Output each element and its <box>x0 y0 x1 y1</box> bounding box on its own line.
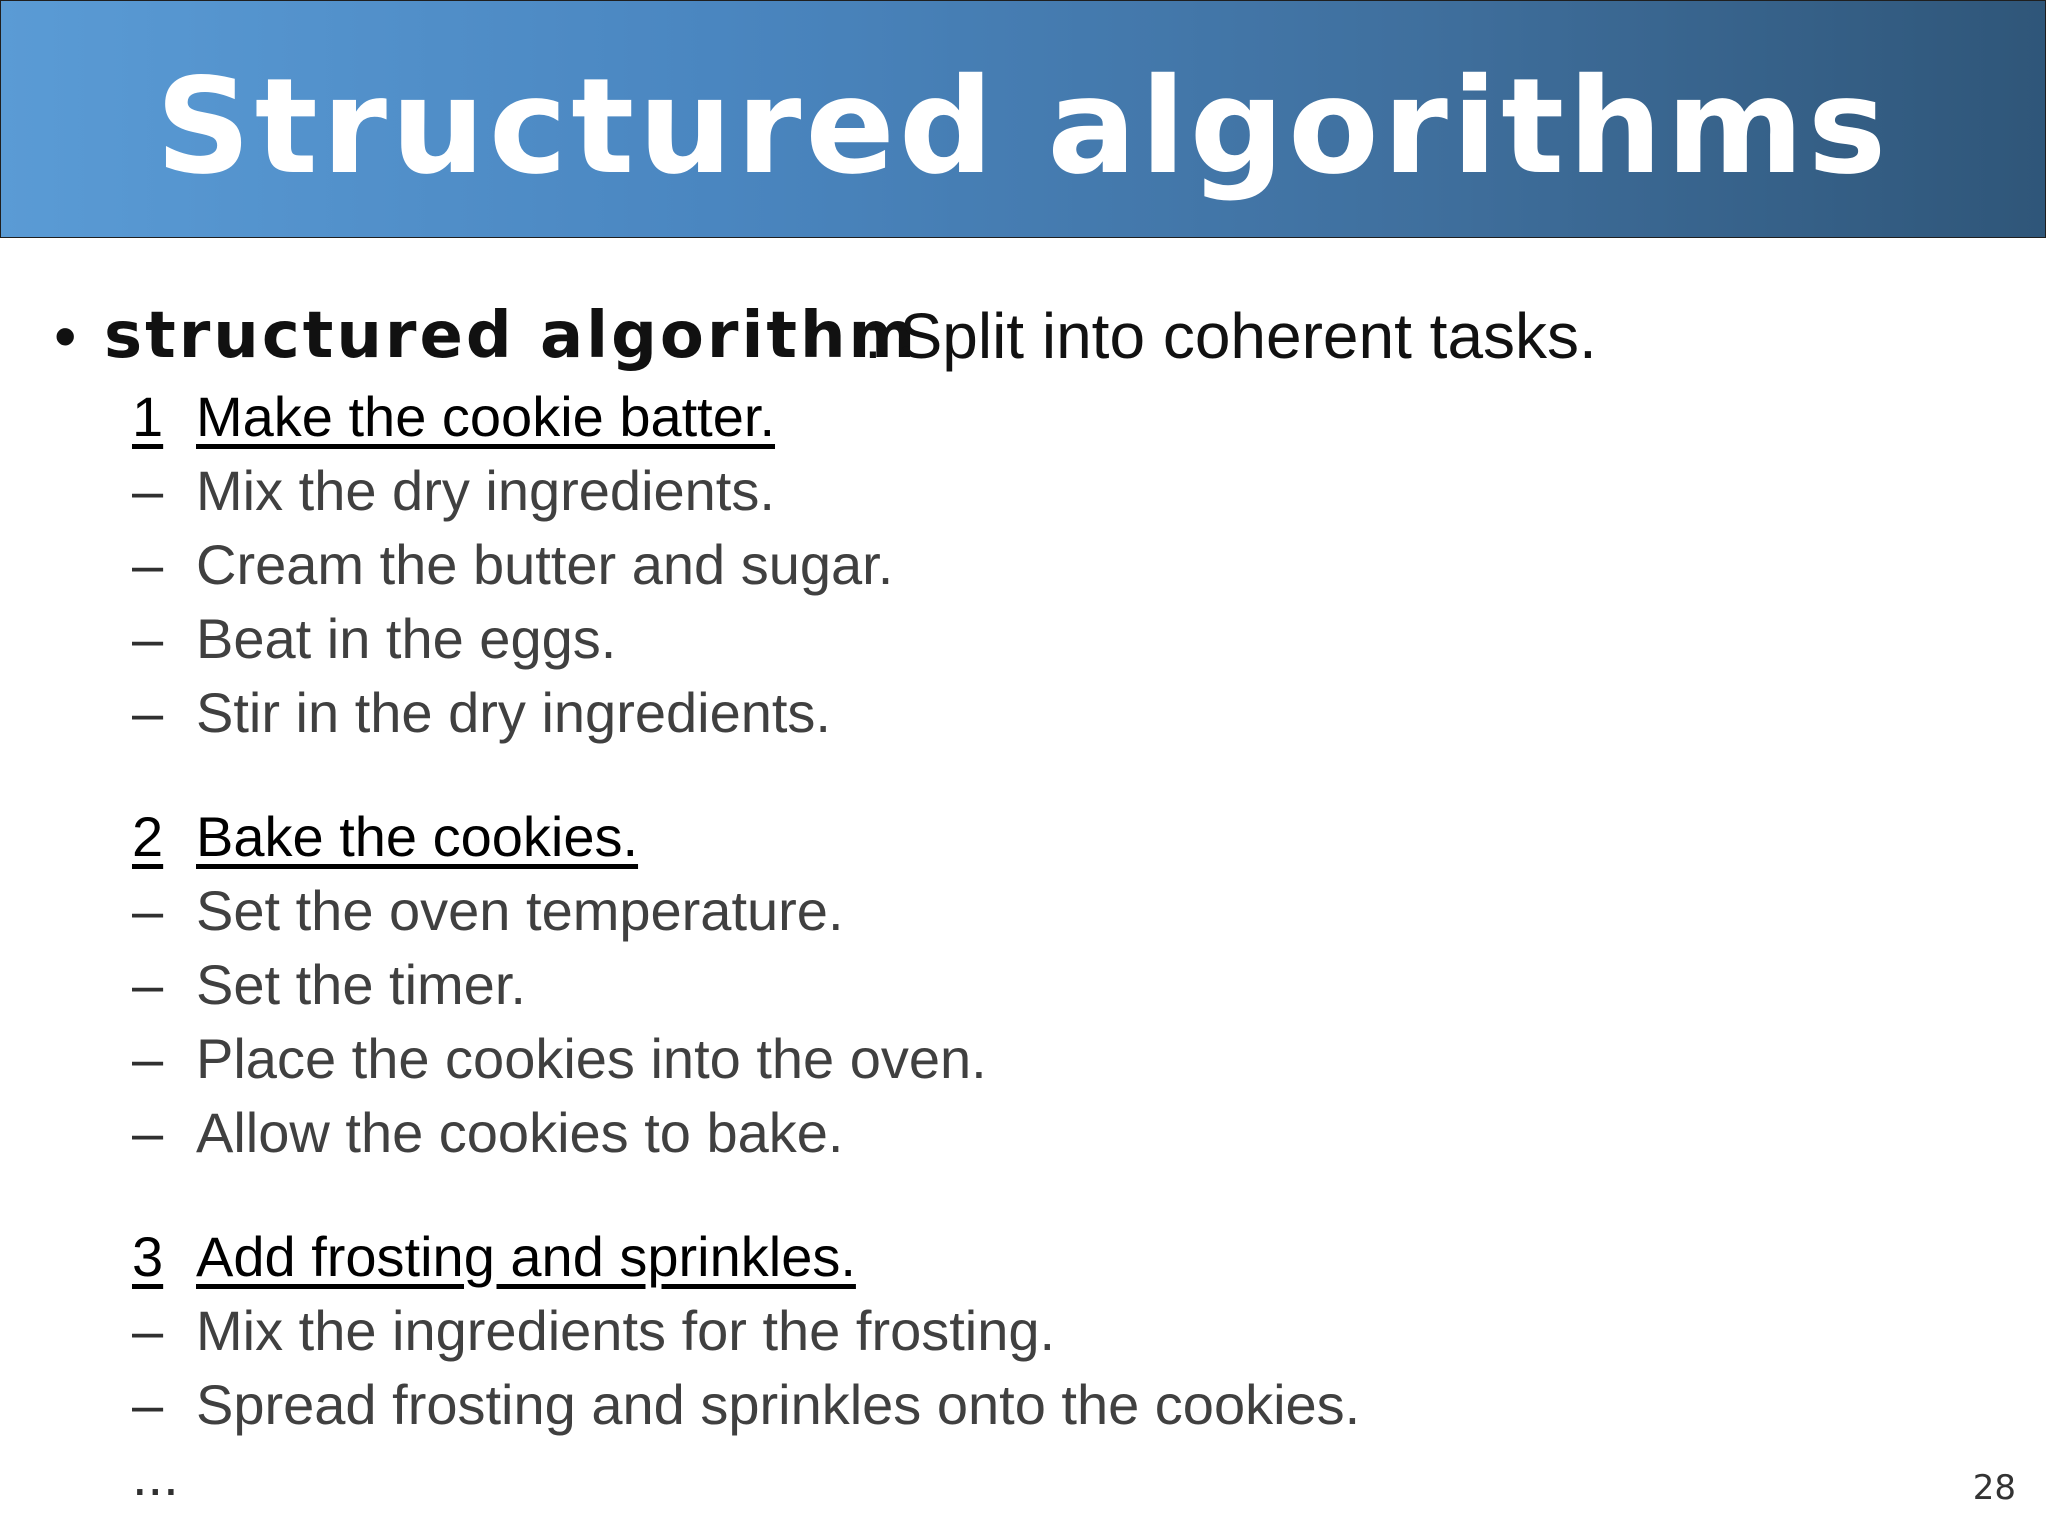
task-group-2 <box>132 800 1994 1170</box>
definition-description: : Split into coherent tasks. <box>864 300 1597 372</box>
task-step <box>132 1294 1994 1368</box>
dash-marker: – <box>132 533 164 596</box>
dash-marker: – <box>132 1373 164 1436</box>
task-step <box>132 1368 1994 1442</box>
task-group-1 <box>132 380 1994 750</box>
task-heading <box>132 800 1994 874</box>
task-step <box>132 602 1994 676</box>
task-step <box>132 676 1994 750</box>
task-step <box>132 874 1994 948</box>
step-text: Set the oven temperature. <box>196 879 844 942</box>
task-title: Make the cookie batter. <box>196 385 776 448</box>
task-step <box>132 528 1994 602</box>
task-number: 1 <box>132 385 164 448</box>
dash-marker: – <box>132 607 164 670</box>
dash-marker: – <box>132 459 164 522</box>
dash-marker: – <box>132 879 164 942</box>
task-number: 3 <box>132 1225 164 1288</box>
page-number: 28 <box>1972 1468 2016 1508</box>
step-text: Mix the dry ingredients. <box>196 459 775 522</box>
dash-marker: – <box>132 1101 164 1164</box>
task-heading <box>132 380 1994 454</box>
step-text: Cream the butter and sugar. <box>196 533 894 596</box>
task-number: 2 <box>132 805 164 868</box>
step-text: Set the timer. <box>196 953 526 1016</box>
task-step <box>132 1022 1994 1096</box>
task-step <box>132 948 1994 1022</box>
slide-content <box>54 300 1994 1442</box>
definition-bullet <box>54 300 1994 372</box>
dash-marker: – <box>132 681 164 744</box>
task-title: Add frosting and sprinkles. <box>196 1225 856 1288</box>
step-text: Mix the ingredients for the frosting. <box>196 1299 1056 1362</box>
task-step <box>132 1096 1994 1170</box>
dash-marker: – <box>132 953 164 1016</box>
task-group-3 <box>132 1220 1994 1442</box>
step-text: Spread frosting and sprinkles onto the cookies. <box>196 1373 1361 1436</box>
step-text: Place the cookies into the oven. <box>196 1027 987 1090</box>
definition-term: structured algorithm <box>104 299 919 373</box>
title-bar <box>0 0 2046 238</box>
task-step <box>132 454 1994 528</box>
step-text: Beat in the eggs. <box>196 607 617 670</box>
bullet-marker: • <box>54 300 77 372</box>
continuation-ellipsis: ... <box>132 1444 179 1507</box>
step-text: Allow the cookies to bake. <box>196 1101 844 1164</box>
dash-marker: – <box>132 1027 164 1090</box>
dash-marker: – <box>132 1299 164 1362</box>
task-heading <box>132 1220 1994 1294</box>
step-text: Stir in the dry ingredients. <box>196 681 831 744</box>
slide-title: Structured algorithms <box>155 50 1891 204</box>
task-title: Bake the cookies. <box>196 805 639 868</box>
